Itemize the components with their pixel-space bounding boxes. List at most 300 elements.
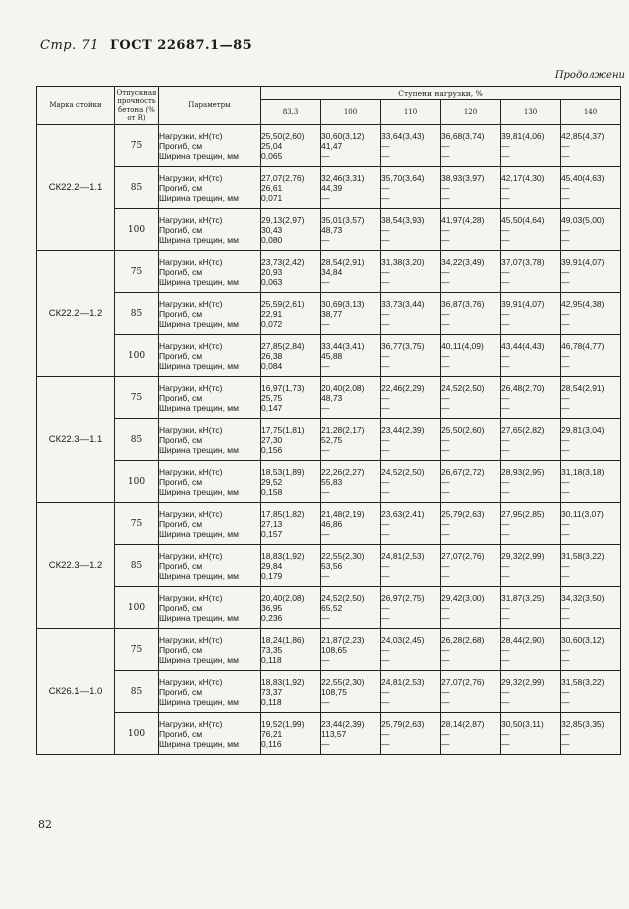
load-value: 19,52(1,99) (261, 718, 305, 729)
crack-width-value: — (441, 360, 450, 371)
load-value: 32,46(3,31) (321, 172, 365, 183)
load-value: 42,95(4,38) (561, 298, 605, 309)
deflection-value: — (441, 728, 450, 739)
deflection-value: — (441, 434, 450, 445)
document-title: ГОСТ 22687.1—85 (109, 38, 253, 53)
cell-value (561, 503, 621, 545)
crack-width-value: — (441, 444, 450, 455)
deflection-value: — (381, 518, 390, 529)
cell-value (561, 587, 621, 629)
load-value: 18,24(1,86) (261, 634, 305, 645)
param-label: Прогиб, см (159, 140, 203, 151)
param-label: Ширина трещин, мм (159, 192, 239, 203)
cell-reliability: 75 (115, 377, 159, 419)
cell-value (381, 293, 441, 335)
crack-width-value: — (321, 528, 330, 539)
cell-reliability: 100 (115, 209, 159, 251)
load-value: 42,17(4,30) (501, 172, 545, 183)
step-header: 130 (501, 100, 561, 125)
deflection-value: — (501, 560, 510, 571)
crack-width-value: 0,116 (261, 738, 282, 749)
deflection-value: — (561, 728, 570, 739)
deflection-value: — (561, 308, 570, 319)
param-label: Нагрузки, кН(тс) (159, 172, 223, 183)
cell-params (159, 587, 261, 629)
param-label: Ширина трещин, мм (159, 696, 239, 707)
load-value: 31,58(3,22) (561, 676, 605, 687)
param-label: Прогиб, см (159, 602, 203, 613)
deflection-value: — (501, 308, 510, 319)
cell-params (159, 713, 261, 755)
param-label: Ширина трещин, мм (159, 150, 239, 161)
crack-width-value: — (381, 402, 390, 413)
cell-value (321, 587, 381, 629)
crack-width-value: 0,118 (261, 654, 282, 665)
cell-value (441, 671, 501, 713)
deflection-value: 48,73 (321, 392, 343, 403)
load-value: 25,50(2,60) (261, 130, 305, 141)
deflection-value: — (381, 644, 390, 655)
cell-reliability: 100 (115, 713, 159, 755)
load-value: 21,87(2,23) (321, 634, 365, 645)
load-value: 25,79(2,63) (381, 718, 425, 729)
cell-value (261, 587, 321, 629)
cell-value (441, 545, 501, 587)
deflection-value: 25,04 (261, 140, 283, 151)
cell-value (381, 545, 441, 587)
crack-width-value: — (321, 696, 330, 707)
crack-width-value: 0,084 (261, 360, 283, 371)
cell-value (321, 713, 381, 755)
deflection-value: — (561, 182, 570, 193)
load-value: 27,07(2,76) (441, 676, 485, 687)
load-value: 27,85(2,84) (261, 340, 305, 351)
deflection-value: — (501, 392, 510, 403)
load-value: 23,44(2,39) (381, 424, 425, 435)
load-value: 39,91(4,07) (561, 256, 605, 267)
deflection-value: — (561, 644, 570, 655)
load-value: 23,63(2,41) (381, 508, 425, 519)
load-value: 45,40(4,63) (561, 172, 605, 183)
load-value: 20,40(2,08) (321, 382, 365, 393)
cell-value (321, 419, 381, 461)
crack-width-value: 0,157 (261, 528, 283, 539)
step-header: 140 (561, 100, 621, 125)
deflection-value: — (441, 644, 450, 655)
load-value: 29,32(2,99) (501, 550, 545, 561)
param-label: Ширина трещин, мм (159, 528, 239, 539)
cell-value (321, 167, 381, 209)
load-value: 22,55(2,30) (321, 676, 365, 687)
cell-value (501, 209, 561, 251)
cell-value (501, 461, 561, 503)
crack-width-value: — (321, 570, 330, 581)
param-label: Нагрузки, кН(тс) (159, 214, 223, 225)
load-value: 36,68(3,74) (441, 130, 485, 141)
deflection-value: 48,73 (321, 224, 343, 235)
column-header-reliability: Отпускная прочность бетона (% от R) (115, 87, 159, 125)
cell-value (441, 503, 501, 545)
table-row (37, 377, 621, 419)
crack-width-value: — (321, 234, 330, 245)
table-row (37, 629, 621, 671)
load-value: 26,97(2,75) (381, 592, 425, 603)
step-header: 120 (441, 100, 501, 125)
load-value: 23,73(2,42) (261, 256, 305, 267)
param-label: Нагрузки, кН(тс) (159, 634, 223, 645)
cell-value (321, 629, 381, 671)
cell-reliability: 75 (115, 125, 159, 167)
cell-value (381, 419, 441, 461)
deflection-value: — (381, 350, 390, 361)
page-number: 82 (38, 818, 52, 831)
deflection-value: — (381, 308, 390, 319)
load-value: 27,65(2,82) (501, 424, 545, 435)
cell-value (561, 629, 621, 671)
param-label: Ширина трещин, мм (159, 360, 239, 371)
deflection-value: — (381, 686, 390, 697)
deflection-value: 29,52 (261, 476, 283, 487)
crack-width-value: 0,065 (261, 150, 283, 161)
cell-value (321, 251, 381, 293)
param-label: Нагрузки, кН(тс) (159, 130, 223, 141)
deflection-value: — (561, 560, 570, 571)
deflection-value: 65,52 (321, 602, 343, 613)
param-label: Ширина трещин, мм (159, 738, 239, 749)
crack-width-value: 0,063 (261, 276, 283, 287)
crack-width-value: — (501, 654, 510, 665)
deflection-value: — (381, 266, 390, 277)
deflection-value: 30,43 (261, 224, 283, 235)
load-value: 31,38(3,20) (381, 256, 425, 267)
param-label: Ширина трещин, мм (159, 234, 239, 245)
cell-value (261, 545, 321, 587)
cell-value (381, 713, 441, 755)
load-value: 33,64(3,43) (381, 130, 425, 141)
cell-value (261, 167, 321, 209)
deflection-value: — (441, 602, 450, 613)
param-label: Ширина трещин, мм (159, 402, 239, 413)
cell-value (261, 377, 321, 419)
load-value: 39,91(4,07) (501, 298, 545, 309)
table-row (37, 461, 621, 503)
column-header-steps: Ступени нагрузки, % (261, 87, 621, 100)
param-label: Нагрузки, кН(тс) (159, 466, 223, 477)
table-row (37, 419, 621, 461)
cell-params (159, 125, 261, 167)
table-row (37, 587, 621, 629)
cell-value (381, 461, 441, 503)
crack-width-value: 0,158 (261, 486, 283, 497)
crack-width-value: — (441, 696, 450, 707)
load-value: 33,44(3,41) (321, 340, 365, 351)
crack-width-value: — (321, 150, 330, 161)
deflection-value: — (561, 686, 570, 697)
crack-width-value: — (441, 318, 450, 329)
load-value: 24,81(2,53) (381, 676, 425, 687)
deflection-value: — (501, 728, 510, 739)
param-label: Прогиб, см (159, 644, 203, 655)
cell-value (381, 167, 441, 209)
deflection-value: — (501, 182, 510, 193)
param-label: Ширина трещин, мм (159, 276, 239, 287)
param-label: Нагрузки, кН(тс) (159, 508, 223, 519)
cell-value (561, 545, 621, 587)
cell-value (381, 377, 441, 419)
deflection-value: 22,91 (261, 308, 283, 319)
cell-value (561, 167, 621, 209)
deflection-value: — (441, 392, 450, 403)
step-header: 83,3 (261, 100, 321, 125)
crack-width-value: — (501, 696, 510, 707)
deflection-value: 45,88 (321, 350, 343, 361)
deflection-value: — (561, 140, 570, 151)
cell-value (261, 251, 321, 293)
table-row (37, 713, 621, 755)
crack-width-value: — (441, 486, 450, 497)
column-mark: СК22.3—1.2 (37, 503, 115, 629)
cell-reliability: 100 (115, 335, 159, 377)
load-value: 24,81(2,53) (381, 550, 425, 561)
table-row (37, 251, 621, 293)
load-value: 30,50(3,11) (501, 718, 544, 729)
deflection-value: 27,13 (261, 518, 283, 529)
cell-value (441, 167, 501, 209)
load-value: 22,55(2,30) (321, 550, 365, 561)
load-value: 31,87(3,25) (501, 592, 545, 603)
load-value: 49,03(5,00) (561, 214, 605, 225)
cell-value (441, 293, 501, 335)
cell-value (321, 293, 381, 335)
table-row (37, 545, 621, 587)
param-label: Прогиб, см (159, 728, 203, 739)
cell-value (501, 335, 561, 377)
crack-width-value: — (321, 276, 330, 287)
load-value: 25,59(2,61) (261, 298, 305, 309)
cell-value (441, 251, 501, 293)
deflection-value: — (381, 182, 390, 193)
load-value: 18,83(1,92) (261, 550, 305, 561)
cell-value (261, 209, 321, 251)
cell-params (159, 377, 261, 419)
cell-value (561, 671, 621, 713)
cell-value (321, 335, 381, 377)
load-test-table (36, 86, 621, 755)
cell-params (159, 503, 261, 545)
load-value: 29,13(2,97) (261, 214, 305, 225)
cell-value (321, 503, 381, 545)
crack-width-value: 0,080 (261, 234, 283, 245)
crack-width-value: — (501, 528, 510, 539)
deflection-value: — (441, 476, 450, 487)
deflection-value: — (561, 602, 570, 613)
crack-width-value: — (501, 612, 510, 623)
load-value: 36,77(3,75) (381, 340, 425, 351)
deflection-value: — (501, 350, 510, 361)
cell-params (159, 167, 261, 209)
deflection-value: — (381, 476, 390, 487)
cell-value (261, 671, 321, 713)
load-value: 29,32(2,99) (501, 676, 545, 687)
crack-width-value: — (381, 486, 390, 497)
param-label: Нагрузки, кН(тс) (159, 256, 223, 267)
load-value: 38,54(3,93) (381, 214, 425, 225)
deflection-value: 44,39 (321, 182, 343, 193)
load-value: 22,26(2,27) (321, 466, 365, 477)
cell-value (561, 125, 621, 167)
crack-width-value: — (321, 318, 330, 329)
cell-value (561, 209, 621, 251)
cell-value (501, 125, 561, 167)
param-label: Прогиб, см (159, 182, 203, 193)
deflection-value: 26,38 (261, 350, 283, 361)
cell-value (441, 125, 501, 167)
deflection-value: — (441, 140, 450, 151)
crack-width-value: — (501, 738, 510, 749)
load-value: 34,22(3,49) (441, 256, 485, 267)
param-label: Нагрузки, кН(тс) (159, 550, 223, 561)
cell-value (321, 545, 381, 587)
deflection-value: — (441, 266, 450, 277)
load-value: 39,81(4,06) (501, 130, 545, 141)
cell-value (561, 377, 621, 419)
cell-reliability: 85 (115, 545, 159, 587)
cell-reliability: 85 (115, 167, 159, 209)
crack-width-value: — (381, 276, 390, 287)
load-value: 42,85(4,37) (561, 130, 605, 141)
load-value: 45,50(4,64) (501, 214, 545, 225)
cell-params (159, 545, 261, 587)
param-label: Прогиб, см (159, 350, 203, 361)
deflection-value: 55,83 (321, 476, 343, 487)
crack-width-value: — (561, 360, 570, 371)
cell-value (381, 209, 441, 251)
crack-width-value: — (381, 612, 390, 623)
deflection-value: — (441, 308, 450, 319)
cell-value (501, 377, 561, 419)
crack-width-value: — (381, 360, 390, 371)
deflection-value: 34,84 (321, 266, 343, 277)
crack-width-value: — (501, 486, 510, 497)
cell-value (381, 671, 441, 713)
deflection-value: 46,86 (321, 518, 343, 529)
param-label: Ширина трещин, мм (159, 486, 239, 497)
crack-width-value: — (501, 360, 510, 371)
table-row (37, 671, 621, 713)
cell-value (561, 713, 621, 755)
param-label: Нагрузки, кН(тс) (159, 718, 223, 729)
deflection-value: — (441, 560, 450, 571)
load-value: 35,01(3,57) (321, 214, 365, 225)
crack-width-value: — (501, 192, 510, 203)
crack-width-value: 0,179 (261, 570, 283, 581)
load-value: 27,95(2,85) (501, 508, 545, 519)
load-value: 17,85(1,82) (261, 508, 305, 519)
cell-value (501, 545, 561, 587)
cell-value (261, 629, 321, 671)
deflection-value: — (501, 644, 510, 655)
deflection-value: 73,35 (261, 644, 283, 655)
cell-value (501, 671, 561, 713)
cell-params (159, 335, 261, 377)
crack-width-value: — (381, 738, 390, 749)
cell-value (561, 251, 621, 293)
crack-width-value: 0,147 (261, 402, 283, 413)
load-value: 18,53(1,89) (261, 466, 305, 477)
cell-value (501, 419, 561, 461)
deflection-value: — (441, 518, 450, 529)
crack-width-value: — (561, 234, 570, 245)
cell-value (381, 503, 441, 545)
deflection-value: 53,56 (321, 560, 343, 571)
crack-width-value: — (441, 738, 450, 749)
cell-value (441, 335, 501, 377)
cell-reliability: 75 (115, 251, 159, 293)
deflection-value: — (561, 224, 570, 235)
step-header: 110 (381, 100, 441, 125)
load-value: 26,67(2,72) (441, 466, 485, 477)
cell-reliability: 75 (115, 503, 159, 545)
param-label: Нагрузки, кН(тс) (159, 424, 223, 435)
cell-value (501, 587, 561, 629)
param-label: Нагрузки, кН(тс) (159, 676, 223, 687)
crack-width-value: — (501, 570, 510, 581)
cell-value (501, 251, 561, 293)
crack-width-value: — (561, 276, 570, 287)
crack-width-value: 0,072 (261, 318, 283, 329)
cell-value (441, 419, 501, 461)
load-value: 30,11(3,07) (561, 508, 604, 519)
load-value: 31,58(3,22) (561, 550, 605, 561)
load-value: 32,85(3,35) (561, 718, 605, 729)
load-value: 33,73(3,44) (381, 298, 425, 309)
deflection-value: — (381, 728, 390, 739)
cell-value (261, 503, 321, 545)
cell-value (261, 713, 321, 755)
page-label: Стр. 71 (40, 38, 99, 53)
crack-width-value: 0,236 (261, 612, 283, 623)
crack-width-value: — (561, 696, 570, 707)
crack-width-value: — (501, 150, 510, 161)
deflection-value: — (561, 518, 570, 529)
load-value: 25,79(2,63) (441, 508, 485, 519)
load-value: 24,03(2,45) (381, 634, 425, 645)
load-value: 23,44(2,39) (321, 718, 365, 729)
load-value: 22,46(2,29) (381, 382, 425, 393)
load-value: 46,78(4,77) (561, 340, 605, 351)
crack-width-value: — (381, 192, 390, 203)
load-value: 31,18(3,18) (561, 466, 605, 477)
cell-value (261, 293, 321, 335)
deflection-value: — (441, 182, 450, 193)
param-label: Прогиб, см (159, 266, 203, 277)
load-value: 28,54(2,91) (321, 256, 365, 267)
load-value: 28,14(2,87) (441, 718, 485, 729)
cell-value (501, 713, 561, 755)
cell-params (159, 629, 261, 671)
deflection-value: — (501, 476, 510, 487)
deflection-value: — (501, 140, 510, 151)
deflection-value: — (381, 392, 390, 403)
param-label: Ширина трещин, мм (159, 570, 239, 581)
deflection-value: — (381, 560, 390, 571)
load-value: 24,52(2,50) (321, 592, 365, 603)
crack-width-value: — (561, 738, 570, 749)
column-mark: СК22.2—1.2 (37, 251, 115, 377)
param-label: Прогиб, см (159, 476, 203, 487)
deflection-value: 36,95 (261, 602, 283, 613)
load-value: 30,60(3,12) (321, 130, 365, 141)
